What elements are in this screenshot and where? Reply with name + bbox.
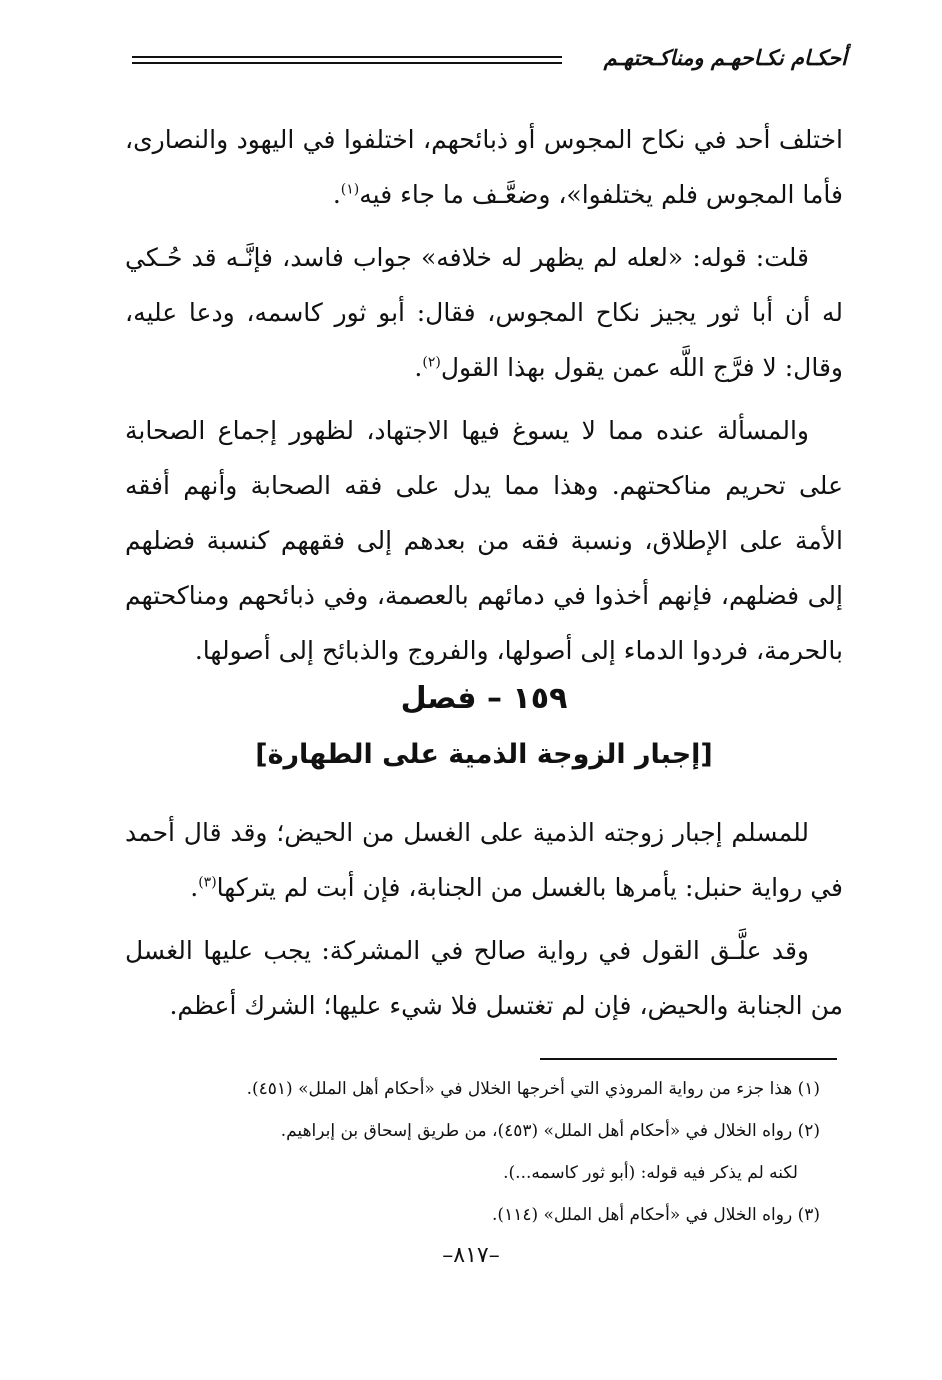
footnote-continuation: لكنه لم يذكر فيه قوله: (أبو ثور كاسمه...). bbox=[503, 1163, 798, 1183]
section-number: ١٥٩ – فصل bbox=[400, 681, 568, 716]
header-rule bbox=[132, 56, 562, 58]
paragraph: اختلف أحد في نكاح المجوس أو ذبائحهم، اختلفوا في اليهود والنصارى، فأما المجوس فلم يختلفوا»، وضعَّـف ما جاء فيه$^{(١)}$. bbox=[125, 125, 843, 209]
paragraph: للمسلم إجبار زوجته الذمية على الغسل من الحيض؛ وقد قال أحمد في رواية حنبل: يأمرها بالغسل من الجنابة، فإن أبت لم يتركها$^{(٣)}$. bbox=[125, 818, 843, 902]
section-title: [إجبار الزوجة الذمية على الطهارة] bbox=[255, 739, 713, 770]
footnote: (١) هذا جزء من رواية المروذي التي أخرجها الخلال في «أحكام أهل الملل» (٤٥١). bbox=[246, 1079, 820, 1099]
footnote-ref: (٣) bbox=[198, 874, 217, 891]
header-title: أحكـام نكـاحهـم ومناكـحتهـم bbox=[603, 46, 847, 70]
page-number: –٨١٧– bbox=[442, 1243, 500, 1268]
footnote: (٣) رواه الخلال في «أحكام أهل الملل» (١١٤). bbox=[492, 1205, 820, 1225]
paragraph: قلت: قوله: «لعله لم يظهر له خلافه» جواب فاسد، فإنَّـه قد حُـكي له أن أبا ثور يجيز نكاح المجوس، فقال: أبو ثور كاسمه، ودعا عليه، وقال: لا فرَّج اللَّه عمن يقول بهذا القول$^{(٢)}$. bbox=[125, 243, 843, 382]
section-heading bbox=[125, 670, 843, 780]
running-header bbox=[132, 42, 847, 82]
footnote: (٢) رواه الخلال في «أحكام أهل الملل» (٤٥٣)، من طريق إسحاق بن إبراهيم. bbox=[280, 1121, 820, 1141]
footnotes bbox=[160, 1068, 820, 1236]
main-text bbox=[125, 112, 843, 678]
footnote-rule bbox=[540, 1058, 837, 1060]
section-text bbox=[125, 805, 843, 1033]
paragraph: وقد علَّـق القول في رواية صالح في المشركة: يجب عليها الغسل من الجنابة والحيض، فإن لم تغتسل فلا شيء عليها؛ الشرك أعظم. bbox=[125, 936, 843, 1020]
header-rule bbox=[132, 62, 562, 64]
footnote-ref: (١) bbox=[340, 181, 360, 198]
paragraph: والمسألة عنده مما لا يسوغ فيها الاجتهاد، لظهور إجماع الصحابة على تحريم مناكحتهم. وهذا مما يدل على فقه الصحابة وأنهم أفقه الأمة على الإطلاق، ونسبة فقه من بعدهم إلى فقههم كنسبة فضلهم إلى فضلهم، فإنهم أخذوا في دمائهم بالعصمة، وفي ذبائحهم ومناكحتهم بالحرمة، فردوا الدماء إلى أصولها، والفروج والذبائح إلى أصولها. bbox=[125, 416, 843, 665]
footnote-ref: (٢) bbox=[422, 354, 441, 371]
